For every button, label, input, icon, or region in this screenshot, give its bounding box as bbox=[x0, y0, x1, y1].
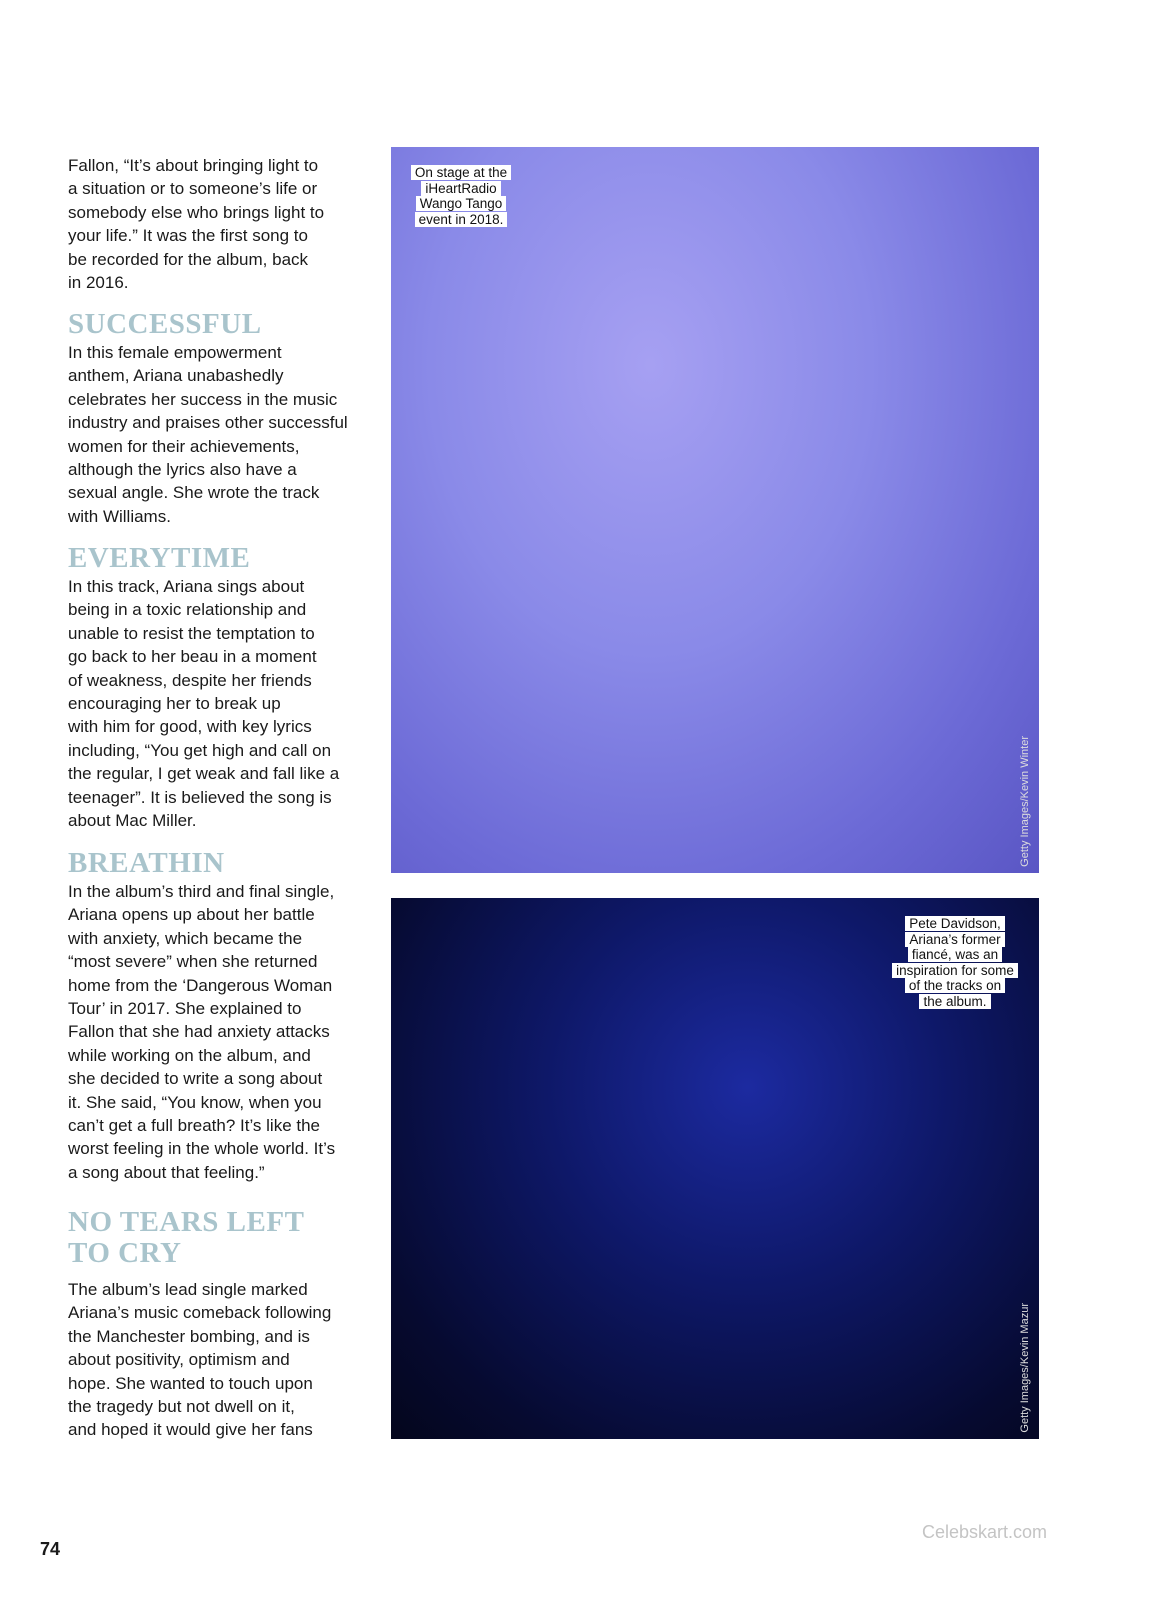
caption-line bbox=[883, 916, 1027, 932]
caption-line bbox=[883, 963, 1027, 979]
intro-paragraph bbox=[68, 154, 324, 294]
caption-line bbox=[405, 165, 517, 181]
successful-paragraph bbox=[68, 341, 348, 528]
heading-successful: SUCCESSFUL bbox=[68, 308, 262, 340]
text-line: Fallon that she had anxiety attacks bbox=[68, 1022, 330, 1042]
text-line: a situation or to someone’s life or bbox=[68, 179, 318, 199]
text-line: somebody else who brings light to bbox=[68, 202, 325, 222]
text-line: the Manchester bombing, and is bbox=[68, 1326, 310, 1346]
caption-line bbox=[883, 994, 1027, 1010]
heading-no-tears-left-to-cry bbox=[68, 1207, 304, 1269]
heading-everytime: EVERYTIME bbox=[68, 542, 251, 574]
text-line: a song about that feeling.” bbox=[68, 1162, 265, 1182]
text-line: about positivity, optimism and bbox=[68, 1350, 290, 1370]
text-line: Ariana’s music comeback following bbox=[68, 1303, 332, 1323]
text-line: Tour’ in 2017. She explained to bbox=[68, 999, 302, 1019]
caption-text: Wango Tango bbox=[416, 196, 507, 211]
text-line: with him for good, with key lyrics bbox=[68, 717, 312, 737]
caption-text: On stage at the bbox=[411, 165, 511, 180]
text-line: The album’s lead single marked bbox=[68, 1280, 308, 1299]
text-line: teenager”. It is believed the song is bbox=[68, 787, 332, 807]
text-line: and hoped it would give her fans bbox=[68, 1420, 313, 1440]
text-line: In this track, Ariana sings about bbox=[68, 577, 305, 596]
heading-line: TO CRY bbox=[68, 1237, 182, 1269]
caption-line bbox=[883, 947, 1027, 963]
text-line: worst feeling in the whole world. It’s bbox=[68, 1139, 336, 1159]
text-line: go back to her beau in a moment bbox=[68, 647, 317, 667]
photo-pete-davidson bbox=[391, 898, 1039, 1439]
heading-breathin: BREATHIN bbox=[68, 847, 225, 879]
text-line: about Mac Miller. bbox=[68, 811, 197, 831]
photo-caption bbox=[405, 165, 517, 227]
text-line: women for their achievements, bbox=[68, 436, 300, 456]
text-line: Fallon, “It’s about bringing light to bbox=[68, 156, 319, 175]
everytime-paragraph bbox=[68, 575, 339, 832]
text-line: it. She said, “You know, when you bbox=[68, 1092, 322, 1112]
text-line: the tragedy but not dwell on it, bbox=[68, 1397, 295, 1417]
caption-text: event in 2018. bbox=[415, 212, 508, 227]
text-line: hope. She wanted to touch upon bbox=[68, 1373, 313, 1393]
text-line: encouraging her to break up bbox=[68, 694, 281, 714]
text-line: home from the ‘Dangerous Woman bbox=[68, 975, 333, 995]
caption-line bbox=[405, 212, 517, 228]
text-line: of weakness, despite her friends bbox=[68, 670, 312, 690]
caption-line bbox=[883, 978, 1027, 994]
text-line: “most severe” when she returned bbox=[68, 952, 318, 972]
breathin-paragraph bbox=[68, 880, 335, 1184]
caption-text: inspiration for some bbox=[892, 963, 1018, 978]
text-line: she decided to write a song about bbox=[68, 1069, 323, 1089]
no-tears-paragraph bbox=[68, 1278, 331, 1442]
photo-ariana-on-stage bbox=[391, 147, 1039, 873]
heading-line: NO TEARS LEFT bbox=[68, 1206, 305, 1238]
text-line: while working on the album, and bbox=[68, 1045, 311, 1065]
text-line: in 2016. bbox=[68, 273, 129, 293]
photo-credit: Getty Images/Kevin Mazur bbox=[1019, 1303, 1031, 1433]
page-number: 74 bbox=[40, 1539, 61, 1559]
text-line: with anxiety, which became the bbox=[68, 928, 303, 948]
text-line: being in a toxic relationship and bbox=[68, 600, 307, 620]
caption-text: the album. bbox=[919, 994, 990, 1009]
caption-text: Ariana’s former bbox=[905, 932, 1004, 947]
text-line: can’t get a full breath? It’s like the bbox=[68, 1116, 321, 1136]
text-line: the regular, I get weak and fall like a bbox=[68, 764, 340, 784]
caption-text: Pete Davidson, bbox=[905, 916, 1005, 931]
text-line: although the lyrics also have a bbox=[68, 460, 297, 480]
text-line: with Williams. bbox=[68, 506, 171, 526]
text-line: In the album’s third and final single, bbox=[68, 882, 335, 901]
caption-line bbox=[405, 196, 517, 212]
photo-caption bbox=[883, 916, 1027, 1010]
text-line: be recorded for the album, back bbox=[68, 249, 309, 269]
caption-text: iHeartRadio bbox=[421, 181, 500, 196]
photo-credit: Getty Images/Kevin Winter bbox=[1019, 736, 1031, 867]
text-line: including, “You get high and call on bbox=[68, 740, 332, 760]
text-line: your life.” It was the first song to bbox=[68, 226, 308, 246]
text-line: anthem, Ariana unabashedly bbox=[68, 366, 284, 386]
text-line: unable to resist the temptation to bbox=[68, 623, 315, 643]
text-line: industry and praises other successful bbox=[68, 413, 348, 433]
watermark: Celebskart.com bbox=[922, 1522, 1048, 1542]
text-line: celebrates her success in the music bbox=[68, 389, 338, 409]
caption-line bbox=[883, 932, 1027, 948]
text-line: Ariana opens up about her battle bbox=[68, 905, 315, 925]
text-line: sexual angle. She wrote the track bbox=[68, 483, 320, 503]
text-line: In this female empowerment bbox=[68, 343, 282, 362]
caption-text: fiancé, was an bbox=[908, 947, 1002, 962]
caption-line bbox=[405, 181, 517, 197]
caption-text: of the tracks on bbox=[905, 978, 1005, 993]
